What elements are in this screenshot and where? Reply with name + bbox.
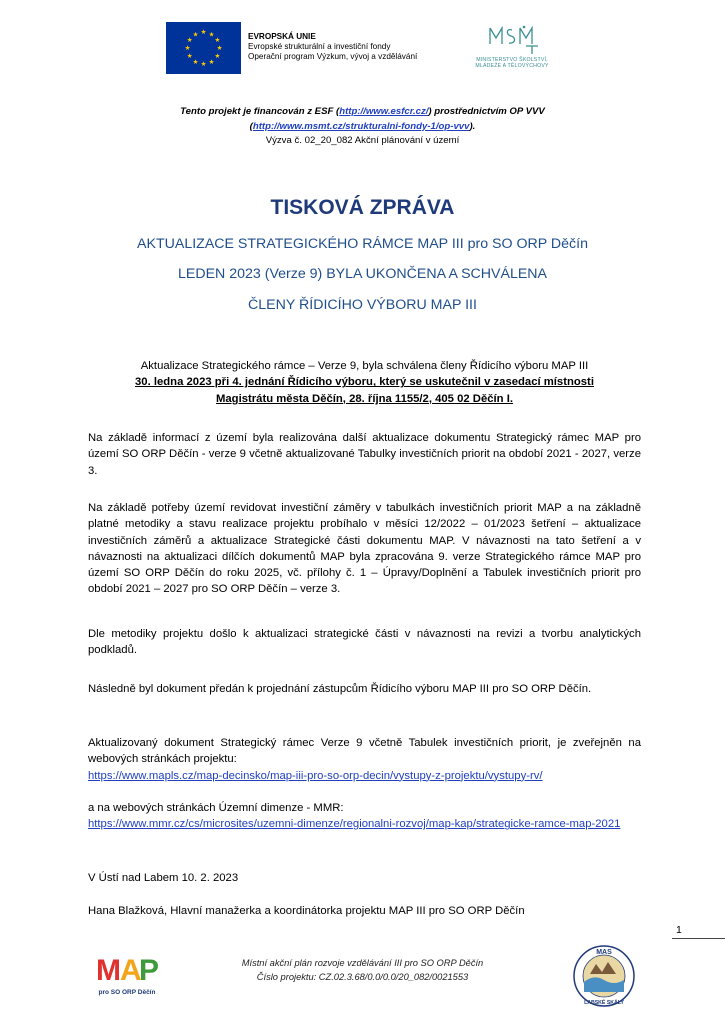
intro-line-1: Aktualizace Strategického rámce – Verze 9, byla schválena členy Řídicího výboru MAP III (140, 360, 589, 372)
esf-link[interactable]: http://www.esfcr.cz/ (339, 106, 429, 117)
date-line: V Ústí nad Labem 10. 2. 2023 (88, 872, 239, 884)
funding-pre: Tento projekt je financován z ESF ( (180, 106, 340, 117)
paragraph-2: Na základě potřeby území revidovat investiční záměry v tabulkách investičních priorit MAP a na základně platné metodiky a stavu realizace projektu probíhalo v měsíci 12/2022 – 01/2023 šetření – aktualizace investičních záměrů a aktualizace Strategické části dokumentu MAP. V návaznosti na tato šetření a v návaznosti na aktualizaci dílčích dokumentů MAP byla zpracována 9. verze Strategického rámce MAP pro území SO ORP Děčín do roku 2025, vč. přílohy č. 1 – Úpravy/Doplnění a Tabulek investičních priorit pro období 2021 – 2027 pro SO ORP Děčín – verze 3. (88, 502, 641, 596)
paragraph-4: Následně byl dokument předán k projednání zástupcům Řídicího výboru MAP III pro SO ORP Děčín. (88, 683, 592, 695)
paragraph-3: Dle metodiky projektu došlo k aktualizaci strategické části v návaznosti na revizi a tvorbu analytických podkladů. (88, 628, 641, 657)
mapls-link[interactable]: https://www.mapls.cz/map-decinsko/map-iii-pro-so-orp-decin/vystupy-z-projektu/vystupy-rv/ (88, 769, 543, 782)
footer-line-2: Číslo projektu: CZ.02.3.68/0.0/0.0/20_082/0021553 (256, 971, 469, 982)
mas-logo-bottom: LABSKÉ SKÁLY (584, 1000, 624, 1006)
svg-text:A: A (120, 954, 142, 987)
eu-line-3: Operační program Výzkum, vývoj a vzdělávání (248, 52, 418, 62)
eu-text-block (248, 32, 417, 63)
eu-star: ★ (192, 59, 199, 67)
paragraph-6 (88, 800, 641, 833)
mas-labske-skaly-logo (572, 944, 636, 1008)
msmt-text (462, 57, 562, 69)
paragraph-5 (88, 735, 641, 784)
funding-paren-open: ( (249, 120, 253, 132)
eu-star: ★ (214, 53, 221, 61)
eu-line-1: EVROPSKÁ UNIE (248, 32, 316, 41)
vyzva-text: Výzva č. 02_20_082 Akční plánování v území (265, 135, 460, 146)
eu-star: ★ (200, 29, 207, 37)
funding-mid: ) prostřednictvím OP VVV (428, 106, 545, 117)
signature-line: Hana Blažková, Hlavní manažerka a koordinátorka projektu MAP III pro SO ORP Děčín (88, 905, 525, 917)
svg-text:M: M (96, 954, 121, 987)
subtitle-line-2: LEDEN 2023 (Verze 9) BYLA UKONČENA A SCHVÁLENA (177, 266, 548, 282)
subtitle-line-3: ČLENY ŘÍDICÍHO VÝBORU MAP III (248, 297, 477, 313)
footer-line-1: Místní akční plán rozvoje vzdělávání III pro SO ORP Děčín (241, 958, 484, 968)
funding-paren-close: ). (469, 120, 476, 132)
eu-star: ★ (208, 59, 215, 67)
intro-line-2: 30. ledna 2023 při 4. jednání Řídicího výboru, který se uskutečnil v zasedací místnosti (135, 376, 594, 389)
map-logo (94, 948, 160, 998)
eu-star: ★ (192, 31, 199, 39)
page-title: TISKOVÁ ZPRÁVA (270, 196, 455, 219)
eu-star: ★ (186, 53, 193, 61)
paragraph-6-text: a na webových stránkách Územní dimenze - MMR: (88, 802, 344, 814)
eu-star: ★ (208, 31, 215, 39)
eu-star: ★ (200, 61, 207, 69)
msmt-line-1: MINISTERSTVO ŠKOLSTVÍ, (476, 57, 548, 63)
eu-star: ★ (216, 45, 223, 53)
subtitle-line-1: AKTUALIZACE STRATEGICKÉHO RÁMCE MAP III pro SO ORP Děčín (137, 236, 588, 252)
msmt-link[interactable]: http://www.msmt.cz/strukturalni-fondy-1/op-vvv (252, 120, 470, 132)
page-number-rule (672, 938, 725, 939)
eu-line-2: Evropské strukturální a investiční fondy (248, 42, 391, 52)
map-logo-sub: pro SO ORP Děčín (98, 989, 156, 996)
paragraph-5-text: Aktualizovaný dokument Strategický rámec Verze 9 včetně Tabulek investičních priorit, je zveřejněn na webových stránkách projektu: (88, 737, 641, 766)
paragraph-1: Na základě informací z území byla realizována další aktualizace dokumentu Strategický rámec MAP pro území SO ORP Děčín - verze 9 včetně aktualizované Tabulky investičních priorit na období 2021 - 2027, verze 3. (88, 432, 641, 477)
svg-text:P: P (139, 954, 160, 987)
intro-block (88, 358, 641, 407)
page-number: 1 (676, 924, 682, 936)
eu-star: ★ (184, 45, 191, 53)
msmt-line-2: MLÁDEŽE A TĚLOVÝCHOVY (475, 63, 549, 70)
mmr-link[interactable]: https://www.mmr.cz/cs/microsites/uzemni-dimenze/regionalni-rozvoj/map-kap/strategicke-ramce-map-2021 (88, 818, 621, 831)
eu-star: ★ (214, 37, 221, 45)
eu-star: ★ (186, 37, 193, 45)
eu-flag-logo (166, 22, 241, 74)
intro-line-3: Magistrátu města Děčín, 28. října 1155/2, 405 02 Děčín I. (215, 392, 513, 405)
mas-logo-top: MAS (596, 949, 612, 956)
funding-note (0, 105, 725, 149)
